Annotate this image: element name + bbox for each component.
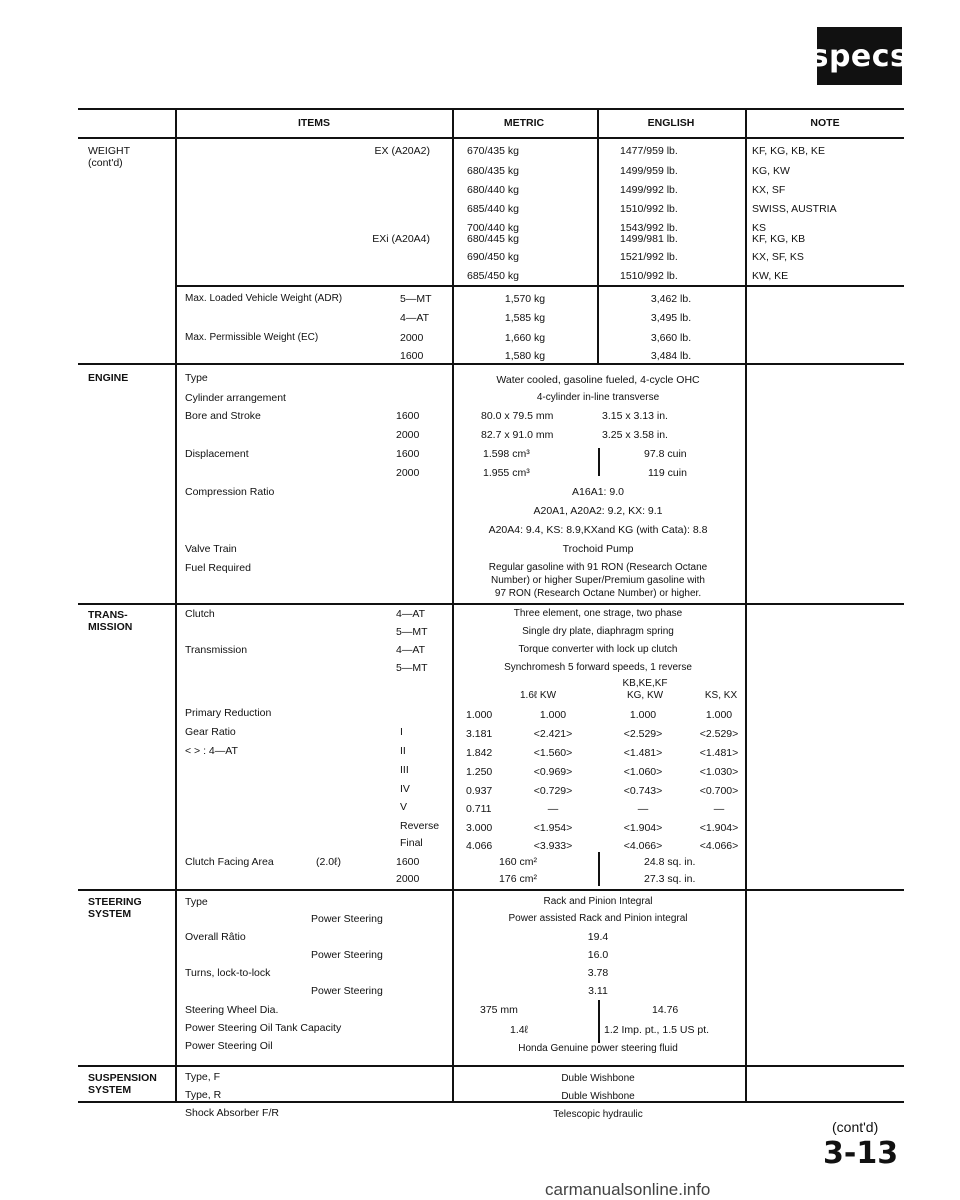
weight-sub-2: 2000 xyxy=(400,332,424,344)
trans-label: TRANS- xyxy=(88,609,128,621)
weight-sub-rule xyxy=(175,285,904,287)
steering-label: STEERING xyxy=(88,896,142,908)
facing-sub-0: 1600 xyxy=(396,856,420,868)
suspension-val-r: Duble Wishbone xyxy=(561,1091,635,1102)
ratio-c3-7: <4.066> xyxy=(623,840,663,852)
weight-ex: EX (A20A2) xyxy=(374,145,430,157)
suspension-label: SUSPENSION xyxy=(88,1072,157,1084)
table-bottom-rule xyxy=(78,1101,904,1103)
weight-sub-english-2: 3,660 lb. xyxy=(650,332,692,344)
engine-item-compression: Compression Ratio xyxy=(185,486,275,498)
steering-val-ps-turns: 3.11 xyxy=(588,985,608,997)
ratio-c1-7: 4.066 xyxy=(466,840,493,852)
steering-ps-2: Power Steering xyxy=(311,985,383,997)
gear-label-6: Final xyxy=(400,837,423,849)
steering-dia-metric: 375 mm xyxy=(480,1004,518,1016)
weight-sub-1: 4—AT xyxy=(400,312,429,324)
engine-bore2-english: 3.25 x 3.58 in. xyxy=(602,429,668,441)
engine-disp2: 1.955 cm³ xyxy=(483,467,530,479)
ratio-c3-1: <2.529> xyxy=(623,728,663,740)
ratio-c3-2: <1.481> xyxy=(623,747,663,759)
header-english: ENGLISH xyxy=(647,117,695,129)
ratio-c3-0: 1.000 xyxy=(629,709,657,721)
trans-sub-2: 4—AT xyxy=(396,644,425,656)
header-rule xyxy=(78,137,904,139)
trans-col-kbkekf: KB,KE,KF xyxy=(622,678,668,689)
engine-sub-2: 1600 xyxy=(396,448,420,460)
weight-english-3: 1510/992 lb. xyxy=(620,203,678,215)
steering-val-type: Rack and Pinion Integral xyxy=(543,896,653,907)
engine-sub-1: 2000 xyxy=(396,429,420,441)
ratio-c4-1: <2.529> xyxy=(699,728,739,740)
steering-item-oil: Power Steering Oil xyxy=(185,1040,273,1052)
weight-note-3: SWISS, AUSTRIA xyxy=(752,203,837,215)
ratio-c2-4: <0.729> xyxy=(533,785,573,797)
engine-disp1-english: 97.8 cuin xyxy=(644,448,687,460)
facing-english-1: 27.3 sq. in. xyxy=(644,873,696,885)
weight-sub-english-3: 3,484 lb. xyxy=(650,350,692,362)
trans-gear-ratio: Gear Ratio xyxy=(185,726,236,738)
steering-cap-metric: 1.4ℓ xyxy=(510,1024,528,1036)
header-items: ITEMS xyxy=(297,117,331,129)
steering-val-ps-type: Power assisted Rack and Pinion integral xyxy=(508,913,688,924)
ratio-c2-3: <0.969> xyxy=(533,766,573,778)
steering-ps-0: Power Steering xyxy=(311,913,383,925)
weight-metric-5: 680/445 kg xyxy=(467,233,519,245)
gear-label-3: IV xyxy=(400,783,410,795)
engine-cr3: A20A4: 9.4, KS: 8.9,KXand KG (with Cata): 8.8 xyxy=(488,524,708,536)
weight-metric-0: 670/435 kg xyxy=(467,145,519,157)
engine-bore2: 82.7 x 91.0 mm xyxy=(481,429,554,441)
ratio-c1-0: 1.000 xyxy=(466,709,493,721)
trans-col-kskx: KS, KX xyxy=(704,690,738,701)
engine-cr2: A20A1, A20A2: 9.2, KX: 9.1 xyxy=(533,505,663,517)
engine-fuel-3: 97 RON (Research Octane Number) or higher. xyxy=(494,588,702,599)
weight-note-2: KX, SF xyxy=(752,184,786,196)
note-divider xyxy=(745,108,747,1102)
watermark: carmanualsonline.info xyxy=(545,1180,711,1199)
ratio-c3-3: <1.060> xyxy=(623,766,663,778)
ratio-c2-5: — xyxy=(547,803,559,815)
weight-sub-english-0: 3,462 lb. xyxy=(650,293,692,305)
engine-sub-3: 2000 xyxy=(396,467,420,479)
weight-sub-metric-3: 1,580 kg xyxy=(504,350,546,362)
gear-label-1: II xyxy=(400,745,406,757)
engine-cyl-value: 4-cylinder in-line transverse xyxy=(536,392,660,403)
weight-english-4: 1543/992 lb. xyxy=(620,222,678,234)
engine-fuel-2: Number) or higher Super/Premium gasoline with xyxy=(491,575,705,586)
gear-label-4: V xyxy=(400,801,408,813)
weight-metric-3: 685/440 kg xyxy=(467,203,519,215)
engine-item-valve: Valve Train xyxy=(185,543,237,555)
engine-fuel-1: Regular gasoline with 91 RON (Research Octane xyxy=(488,562,708,573)
gear-label-0: I xyxy=(400,726,403,738)
engine-item-fuel: Fuel Required xyxy=(185,562,251,574)
engine-disp2-english: 119 cuin xyxy=(648,467,687,479)
weight-metric-7: 685/450 kg xyxy=(467,270,519,282)
ratio-c1-1: 3.181 xyxy=(466,728,493,740)
ratio-c2-6: <1.954> xyxy=(533,822,573,834)
engine-disp1: 1.598 cm³ xyxy=(483,448,530,460)
ratio-c4-2: <1.481> xyxy=(699,747,739,759)
suspension-val-f: Duble Wishbone xyxy=(561,1073,635,1084)
suspension-item-shock: Shock Absorber F/R xyxy=(185,1107,279,1119)
trans-val-2: Torque converter with lock up clutch xyxy=(518,644,678,655)
items-divider xyxy=(175,108,177,1102)
suspension-val-shock: Telescopic hydraulic xyxy=(553,1109,643,1120)
ratio-c4-6: <1.904> xyxy=(699,822,739,834)
trans-sub-0: 4—AT xyxy=(396,608,425,620)
engine-item-bore: Bore and Stroke xyxy=(185,410,261,422)
ratio-c3-4: <0.743> xyxy=(623,785,663,797)
trans-sub-3: 5—MT xyxy=(396,662,428,674)
trans-col-kw: 1.6ℓ KW xyxy=(519,690,557,701)
ratio-c3-6: <1.904> xyxy=(623,822,663,834)
weight-label: WEIGHT xyxy=(88,145,130,157)
engine-cr1: A16A1: 9.0 xyxy=(572,486,624,498)
weight-metric-2: 680/440 kg xyxy=(467,184,519,196)
weight-note-5: KF, KG, KB xyxy=(752,233,806,245)
weight-note-4: KS xyxy=(752,222,767,234)
english-divider-disp xyxy=(598,448,600,476)
engine-item-cylinder: Cylinder arrangement xyxy=(185,392,286,404)
steering-suspension-rule xyxy=(78,1065,904,1067)
weight-note-1: KG, KW xyxy=(752,165,790,177)
section-badge: specs xyxy=(817,27,902,85)
weight-note-0: KF, KG, KB, KE xyxy=(752,145,825,157)
trans-val-0: Three element, one strage, two phase xyxy=(513,608,683,619)
ratio-c4-0: 1.000 xyxy=(705,709,733,721)
ratio-c4-5: — xyxy=(713,803,725,815)
steering-dia-english: 14.76 xyxy=(652,1004,679,1016)
steering-val-ratio: 19.4 xyxy=(587,931,609,943)
engine-sub-0: 1600 xyxy=(396,410,420,422)
ratio-c1-5: 0.711 xyxy=(466,803,492,815)
weight-sub-metric-1: 1,585 kg xyxy=(504,312,546,324)
steering-val-turns: 3.78 xyxy=(587,967,609,979)
header-metric: METRIC xyxy=(503,117,545,129)
page-number: 3-13 xyxy=(823,1136,899,1171)
weight-note-7: KW, KE xyxy=(752,270,789,282)
steering-item-turns: Turns, lock-to-lock xyxy=(185,967,271,979)
weight-sub-english-1: 3,495 lb. xyxy=(650,312,692,324)
weight-note-6: KX, SF, KS xyxy=(752,251,804,263)
trans-gear-note: < > : 4—AT xyxy=(185,745,238,757)
ratio-c2-2: <1.560> xyxy=(533,747,573,759)
weight-sub-3: 1600 xyxy=(400,350,424,362)
trans-primary: Primary Reduction xyxy=(185,707,272,719)
english-divider-steer xyxy=(598,1000,600,1043)
suspension-label-2: SYSTEM xyxy=(88,1084,132,1096)
trans-col-kgkw: KG, KW xyxy=(626,690,664,701)
weight-english-5: 1499/981 lb. xyxy=(620,233,678,245)
weight-sub-metric-0: 1,570 kg xyxy=(504,293,546,305)
metric-divider xyxy=(452,108,454,1102)
max-loaded-weight-label: Max. Loaded Vehicle Weight (ADR) xyxy=(185,293,343,304)
suspension-item-f: Type, F xyxy=(185,1071,221,1083)
weight-metric-6: 690/450 kg xyxy=(467,251,519,263)
trans-label-2: MISSION xyxy=(88,621,133,633)
engine-bore1-english: 3.15 x 3.13 in. xyxy=(602,410,668,422)
facing-metric-1: 176 cm² xyxy=(499,873,537,885)
facing-metric-0: 160 cm² xyxy=(499,856,537,868)
ratio-c4-4: <0.700> xyxy=(699,785,739,797)
ratio-c1-4: 0.937 xyxy=(466,785,493,797)
ratio-c2-0: 1.000 xyxy=(539,709,567,721)
weight-sub-metric-2: 1,660 kg xyxy=(504,332,546,344)
steering-item-wheel: Steering Wheel Dia. xyxy=(185,1004,279,1016)
english-divider-facing xyxy=(598,852,600,886)
weight-english-7: 1510/992 lb. xyxy=(620,270,678,282)
english-divider-top xyxy=(597,108,599,363)
facing-sub-1: 2000 xyxy=(396,873,420,885)
ratio-c4-3: <1.030> xyxy=(699,766,739,778)
ratio-c1-6: 3.000 xyxy=(466,822,493,834)
ratio-c2-7: <3.933> xyxy=(533,840,573,852)
trans-val-3: Synchromesh 5 forward speeds, 1 reverse xyxy=(504,662,692,673)
max-permissible-weight-label: Max. Permissible Weight (EC) xyxy=(185,332,319,343)
header-note: NOTE xyxy=(810,117,840,129)
weight-english-0: 1477/959 lb. xyxy=(620,145,678,157)
steering-item-type: Type xyxy=(185,896,208,908)
weight-english-1: 1499/959 lb. xyxy=(620,165,678,177)
trans-steering-rule xyxy=(78,889,904,891)
ratio-c1-2: 1.842 xyxy=(466,747,493,759)
steering-ps-1: Power Steering xyxy=(311,949,383,961)
steering-cap-english: 1.2 Imp. pt., 1.5 US pt. xyxy=(604,1024,710,1036)
clutch-facing-label: Clutch Facing Area xyxy=(185,856,274,868)
engine-type-value: Water cooled, gasoline fueled, 4-cycle OHC xyxy=(496,374,700,386)
continued-note: (cont'd) xyxy=(832,1119,879,1135)
trans-val-1: Single dry plate, diaphragm spring xyxy=(522,626,674,637)
steering-label-2: SYSTEM xyxy=(88,908,132,920)
gear-label-5: Reverse xyxy=(400,820,440,832)
ratio-c2-1: <2.421> xyxy=(533,728,573,740)
suspension-item-r: Type, R xyxy=(185,1089,222,1101)
engine-bore1: 80.0 x 79.5 mm xyxy=(481,410,554,422)
steering-item-ratio: Overall Râtio xyxy=(185,931,246,943)
engine-trans-rule xyxy=(78,603,904,605)
gear-label-2: III xyxy=(400,764,409,776)
trans-sub-1: 5—MT xyxy=(396,626,428,638)
weight-english-6: 1521/992 lb. xyxy=(620,251,678,263)
weight-label-cont: (cont'd) xyxy=(88,157,123,169)
steering-val-ps-ratio: 16.0 xyxy=(587,949,609,961)
trans-transmission: Transmission xyxy=(185,644,248,656)
weight-metric-1: 680/435 kg xyxy=(467,165,519,177)
engine-item-type: Type xyxy=(185,372,208,384)
clutch-facing-note: (2.0ℓ) xyxy=(316,856,341,868)
ratio-c1-3: 1.250 xyxy=(466,766,493,778)
weight-metric-4: 700/440 kg xyxy=(467,222,519,234)
engine-item-displacement: Displacement xyxy=(185,448,249,460)
weight-english-2: 1499/992 lb. xyxy=(620,184,678,196)
trans-clutch: Clutch xyxy=(185,608,215,620)
weight-sub-0: 5—MT xyxy=(400,293,432,305)
engine-label: ENGINE xyxy=(88,372,129,384)
facing-english-0: 24.8 sq. in. xyxy=(644,856,696,868)
steering-oil-value: Honda Genuine power steering fluid xyxy=(518,1043,678,1054)
weight-engine-rule xyxy=(78,363,904,365)
table-top-border xyxy=(78,108,904,110)
ratio-c4-7: <4.066> xyxy=(699,840,739,852)
ratio-c3-5: — xyxy=(637,803,649,815)
steering-item-capacity: Power Steering Oil Tank Capacity xyxy=(185,1022,342,1034)
weight-exi: EXi (A20A4) xyxy=(372,233,430,245)
engine-valve-value: Trochoid Pump xyxy=(562,543,634,555)
